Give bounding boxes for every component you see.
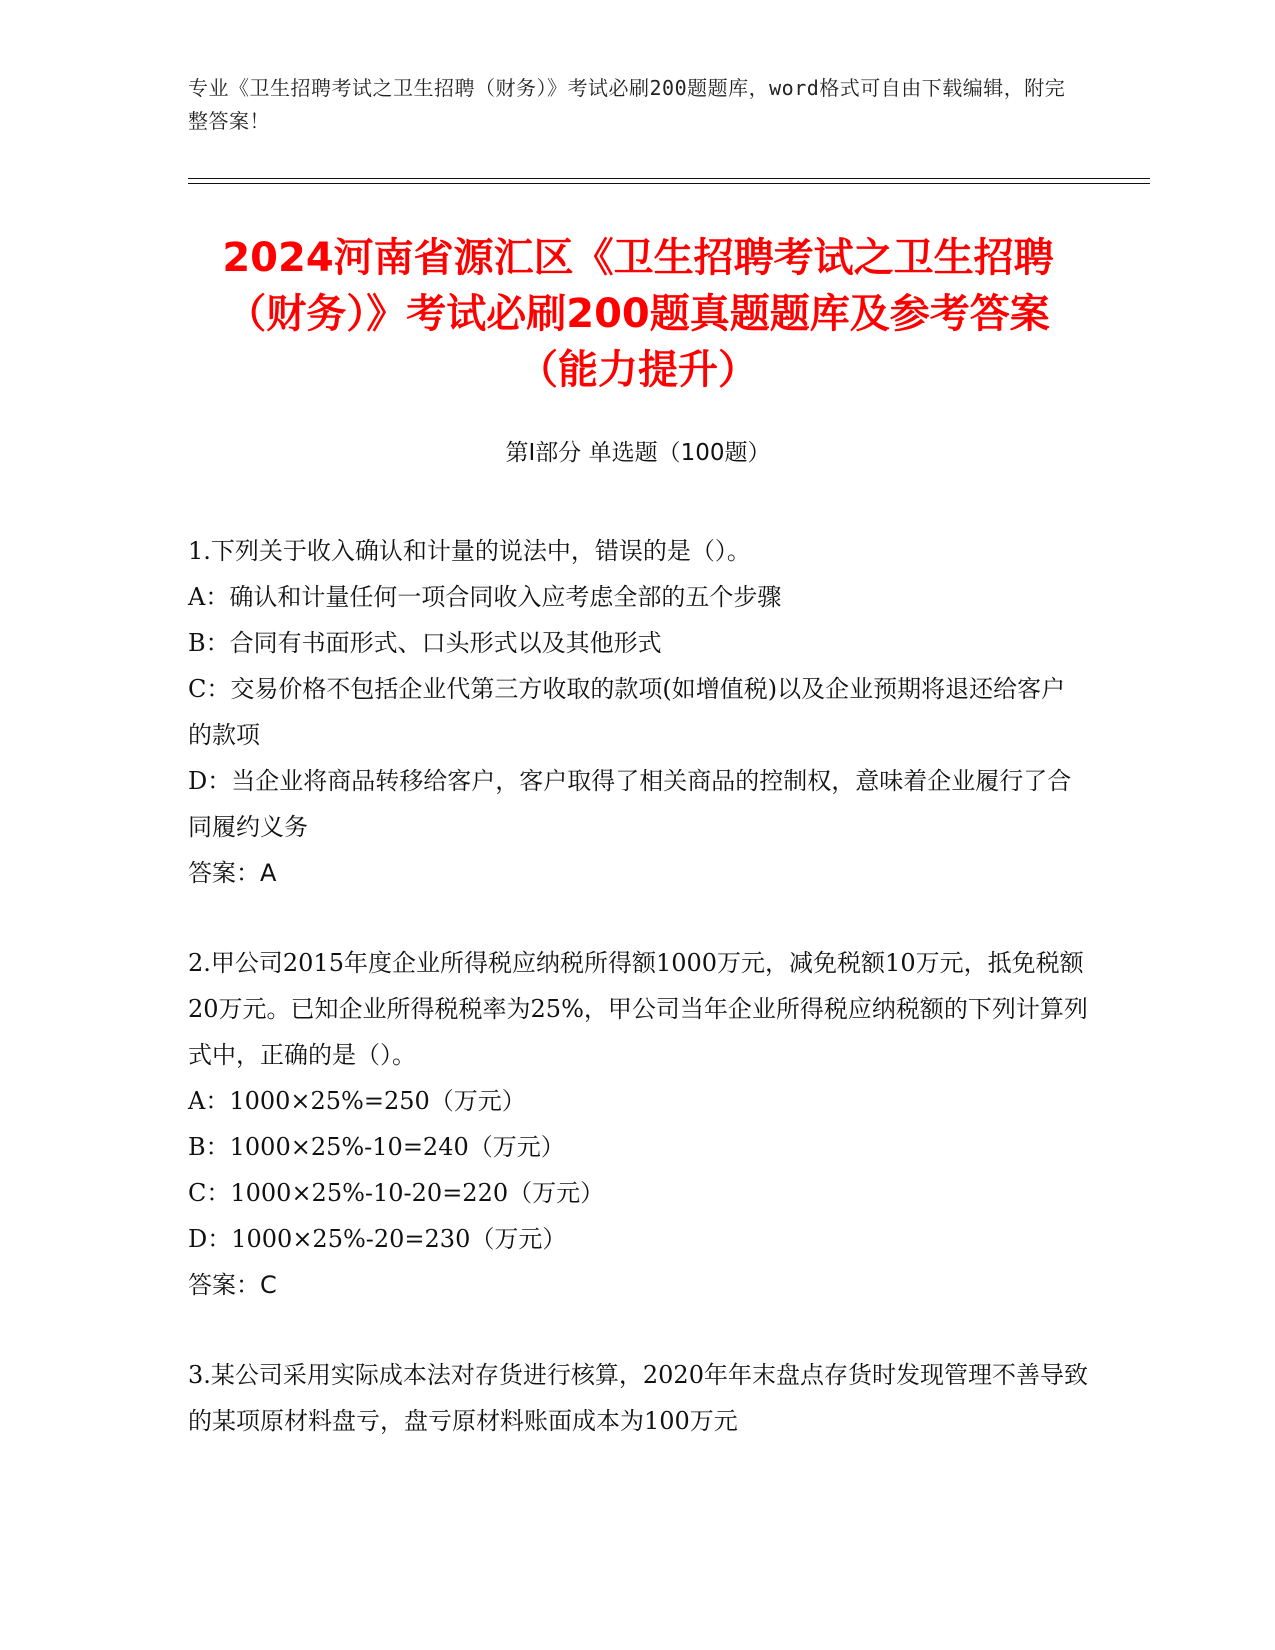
question-2-option-b: B：1000×25%-10=240（万元） — [188, 1133, 565, 1161]
question-3-stem: 3.某公司采用实际成本法对存货进行核算，2020年年末盘点存货时发现管理不善导致的某项原材料盘亏，盘亏原材料账面成本为100万元 — [188, 1361, 1088, 1435]
question-list — [188, 528, 1088, 1488]
question-2-answer: 答案：C — [188, 1271, 277, 1299]
question-1-option-a: A：确认和计量任何一项合同收入应考虑全部的五个步骤 — [188, 583, 782, 611]
question-2-stem: 2.甲公司2015年度企业所得税应纳税所得额1000万元，减免税额10万元，抵免税额20万元。已知企业所得税税率为25%，甲公司当年企业所得税应纳税额的下列计算列式中，正确的是（）。 — [188, 949, 1088, 1069]
question-1-option-d: D：当企业将商品转移给客户，客户取得了相关商品的控制权，意味着企业履行了合同履约义务 — [188, 767, 1072, 841]
question-1-answer: 答案：A — [188, 859, 277, 887]
question-1 — [188, 528, 1088, 896]
section-heading: 第I部分 单选题（100题） — [505, 440, 771, 466]
question-1-option-c: C：交易价格不包括企业代第三方收取的款项(如增值税)以及企业预期将退还给客户的款项 — [188, 675, 1066, 749]
question-2 — [188, 940, 1088, 1308]
header-divider-bottom — [188, 183, 1150, 184]
question-3 — [188, 1352, 1088, 1444]
question-2-option-d: D：1000×25%-20=230（万元） — [188, 1225, 567, 1253]
question-2-option-a: A：1000×25%=250（万元） — [188, 1087, 526, 1115]
question-1-option-b: B：合同有书面形式、口头形式以及其他形式 — [188, 629, 662, 657]
document-title: 2024河南省源汇区《卫生招聘考试之卫生招聘（财务）》考试必刷200题真题题库及参考答案（能力提升） — [222, 235, 1054, 393]
document-header-note: 专业《卫生招聘考试之卫生招聘（财务）》考试必刷200题题库，word格式可自由下载编辑，附完整答案！ — [188, 76, 1066, 133]
question-2-option-c: C：1000×25%-10-20=220（万元） — [188, 1179, 605, 1207]
question-1-stem: 1.下列关于收入确认和计量的说法中，错误的是（）。 — [188, 537, 751, 565]
header-divider-top — [188, 178, 1150, 179]
